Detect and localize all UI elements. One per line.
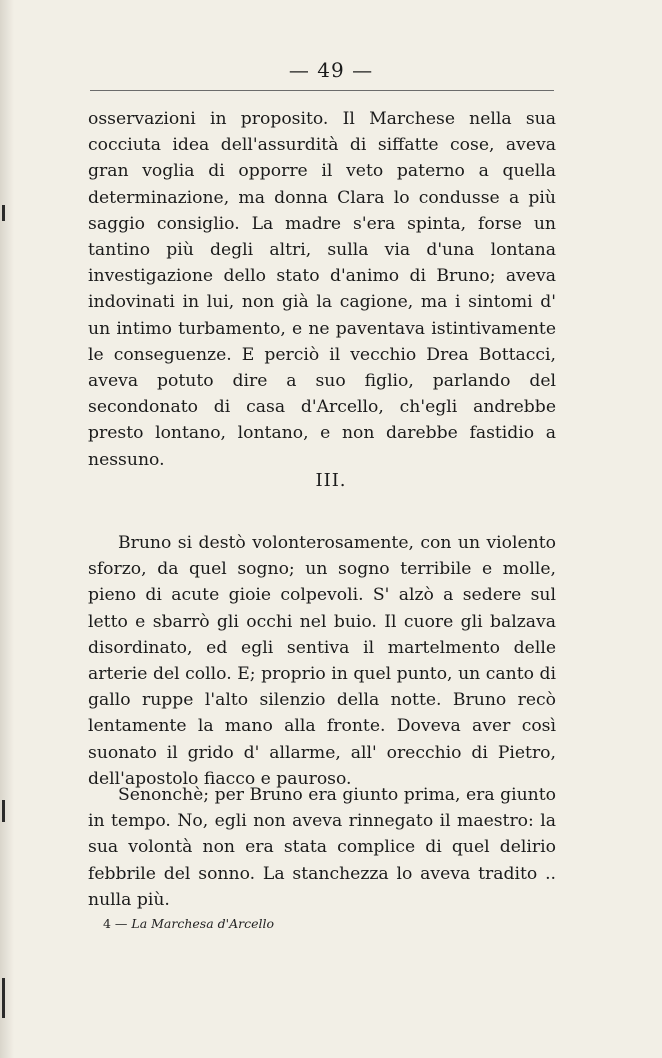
footer-dash: — <box>110 916 132 931</box>
book-title: La Marchesa d'Arcello <box>131 916 275 931</box>
page-number: — 49 — <box>288 58 374 82</box>
paragraph: Senonchè; per Bruno era giunto prima, era giunto in tempo. No, egli non aveva rinnegato il maestro: la sua volontà non era stata complice di quel delirio febbrile del sonno. La stanchezza lo aveva tradito .. nulla più. <box>88 785 556 910</box>
page-edge-mark <box>2 800 5 822</box>
page-edge-mark <box>2 978 5 1018</box>
footer-signature-line <box>103 916 274 931</box>
paragraph: Bruno si destò volonterosamente, con un violento sforzo, da quel sogno; un sogno terribile e molle, pieno di acute gioie colpevoli. S' alzò a sedere sul letto e sbarrò gli occhi nel buio. Il cuore gli balzava disordinato, ed egli sentiva il martelmento delle arterie del collo. E; proprio in quel punto, un canto di gallo ruppe l'alto silenzio della notte. Bruno recò lentamente la mano alla fronte. Doveva aver così suonato il grido d' allarme, all' orecchio di Pietro, dell'apostolo fiacco e pauroso. <box>88 533 556 789</box>
section-heading: III. <box>315 470 347 491</box>
header-rule <box>90 90 554 91</box>
signature-number: 4 <box>103 916 111 931</box>
paragraph: osservazioni in proposito. Il Marchese nella sua cocciuta idea dell'assurdità di siffatte cose, aveva gran voglia di opporre il veto paterno a quella determinazione, ma donna Clara lo condusse a più saggio consiglio. La madre s'era spinta, forse un tantino più degli altri, sulla via d'una lontana investigazione dello stato d'animo di Bruno; aveva indovinati in lui, non già la cagione, ma i sintomi d' un intimo turbamento, e ne paventava istintivamente le conseguenze. E perciò il vecchio Drea Bottacci, aveva potuto dire a suo figlio, parlando del secondonato di casa d'Arcello, ch'egli andrebbe presto lontano, lontano, e non darebbe fastidio a nessuno. <box>88 109 556 470</box>
page-edge-shadow <box>0 0 14 1058</box>
page-edge-mark <box>2 205 5 221</box>
